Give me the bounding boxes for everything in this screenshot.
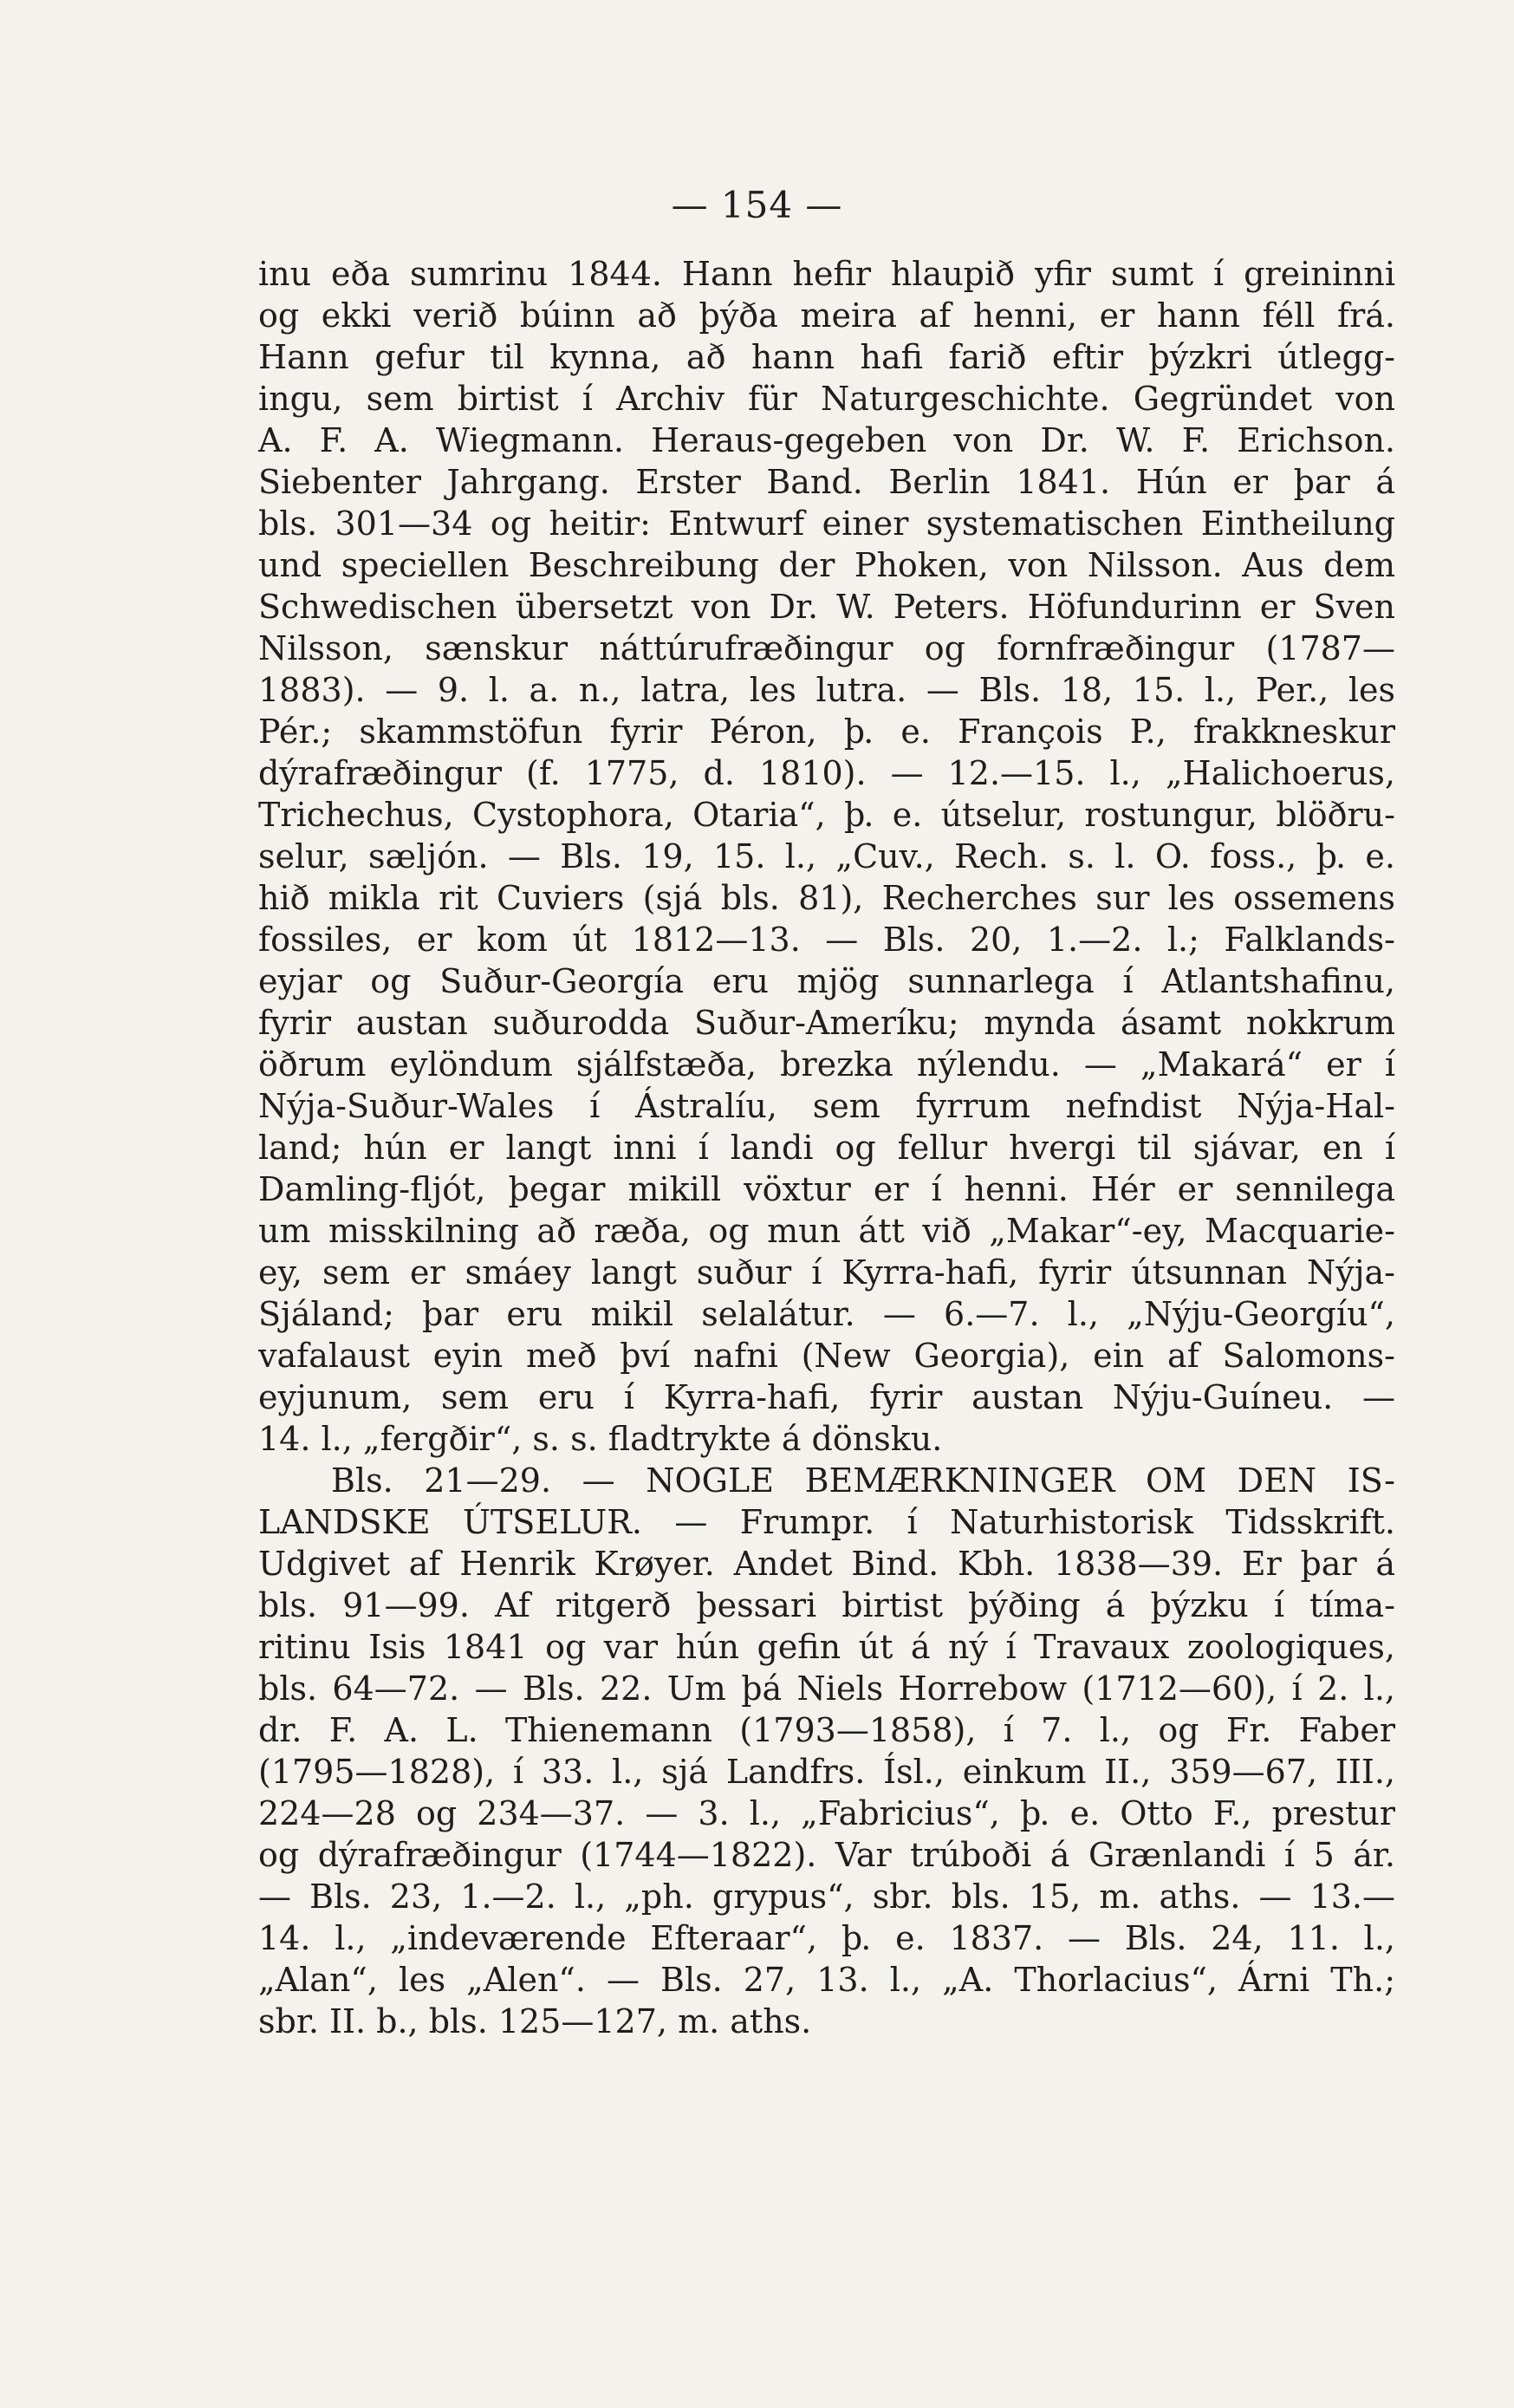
text-line: selur, sæljón. — Bls. 19, 15. l., „Cuv., Rech. s. l. O. foss., þ. e. [258,837,1395,875]
text-line: ingu, sem birtist í Archiv für Naturgeschichte. Gegründet von [258,380,1395,418]
text-line: LANDSKE ÚTSELUR. — Frumpr. í Naturhistorisk Tidsskrift. [258,1503,1395,1541]
text-line: öðrum eylöndum sjálfstæða, brezka nýlendu. — „Makará“ er í [258,1045,1395,1084]
text-line: Nýja-Suður-Wales í Ástralíu, sem fyrrum nefndist Nýja-Hal- [258,1087,1395,1125]
text-line: A. F. A. Wiegmann. Heraus-gegeben von Dr. W. F. Erichson. [258,421,1395,459]
body-text [258,253,1395,2042]
text-line: fyrir austan suðurodda Suður-Ameríku; mynda ásamt nokkrum [258,1004,1395,1042]
section-heading-line: Bls. 21—29. — NOGLE BEMÆRKNINGER OM DEN IS- [331,1461,1395,1500]
page-number: — 154 — [671,184,843,226]
text-line: land; hún er langt inni í landi og fellur hvergi til sjávar, en í [258,1129,1395,1167]
text-line: Pér.; skammstöfun fyrir Péron, þ. e. François P., frakkneskur [258,713,1395,751]
text-line: sbr. II. b., bls. 125—127, m. aths. [258,2002,812,2040]
text-line: Nilsson, sænskur náttúrufræðingur og fornfræðingur (1787— [258,629,1395,667]
text-line: og ekki verið búinn að þýða meira af henni, er hann féll frá. [258,296,1395,335]
text-line: Hann gefur til kynna, að hann hafi farið eftir þýzkri útlegg- [258,338,1395,376]
text-line: vafalaust eyin með því nafni (New Georgia), ein af Salomons- [258,1337,1395,1375]
text-line: og dýrafræðingur (1744—1822). Var trúboði á Grænlandi í 5 ár. [258,1836,1395,1874]
text-line: — Bls. 23, 1.—2. l., „ph. grypus“, sbr. bls. 15, m. aths. — 13.— [258,1878,1395,1916]
text-line: um misskilning að ræða, og mun átt við „Makar“-ey, Macquarie- [258,1212,1395,1250]
text-line: „Alan“, les „Alen“. — Bls. 27, 13. l., „A. Thorlacius“, Árni Th.; [258,1961,1395,1999]
text-line: Sjáland; þar eru mikil selalátur. — 6.—7. l., „Nýju-Georgíu“, [258,1295,1395,1333]
text-line: ey, sem er smáey langt suður í Kyrra-hafi, fyrir útsunnan Nýja- [258,1253,1395,1292]
text-line: 1883). — 9. l. a. n., latra, les lutra. — Bls. 18, 15. l., Per., les [258,671,1395,709]
text-line: dr. F. A. L. Thienemann (1793—1858), í 7. l., og Fr. Faber [258,1711,1395,1749]
text-line: Trichechus, Cystophora, Otaria“, þ. e. útselur, rostungur, blöðru- [258,796,1395,834]
text-line: 14. l., „indeværende Efteraar“, þ. e. 1837. — Bls. 24, 11. l., [258,1919,1395,1957]
text-line: Schwedischen übersetzt von Dr. W. Peters. Höfundurinn er Sven [258,588,1395,626]
text-line: hið mikla rit Cuviers (sjá bls. 81), Recherches sur les ossemens [258,879,1395,917]
text-line: Damling-fljót, þegar mikill vöxtur er í henni. Hér er sennilega [258,1170,1395,1208]
text-line: eyjar og Suður-Georgía eru mjög sunnarlega í Atlantshafinu, [258,962,1395,1000]
text-line: bls. 91—99. Af ritgerð þessari birtist þýðing á þýzku í tíma- [258,1586,1395,1624]
text-line: bls. 64—72. — Bls. 22. Um þá Niels Horrebow (1712—60), í 2. l., [258,1669,1395,1708]
text-line: 14. l., „fergðir“, s. s. fladtrykte á dönsku. [258,1420,943,1458]
text-line: Siebenter Jahrgang. Erster Band. Berlin 1841. Hún er þar á [258,463,1395,501]
text-line: inu eða sumrinu 1844. Hann hefir hlaupið yfir sumt í greininni [258,255,1395,293]
text-line: bls. 301—34 og heitir: Entwurf einer systematischen Eintheilung [258,504,1395,543]
text-line: und speciellen Beschreibung der Phoken, von Nilsson. Aus dem [258,546,1395,584]
text-line: (1795—1828), í 33. l., sjá Landfrs. Ísl., einkum II., 359—67, III., [258,1753,1395,1791]
text-line: fossiles, er kom út 1812—13. — Bls. 20, 1.—2. l.; Falklands- [258,921,1395,959]
text-line: dýrafræðingur (f. 1775, d. 1810). — 12.—15. l., „Halichoerus, [258,754,1395,792]
text-line: eyjunum, sem eru í Kyrra-hafi, fyrir austan Nýju-Guíneu. — [258,1378,1395,1416]
text-line: Udgivet af Henrik Krøyer. Andet Bind. Kbh. 1838—39. Er þar á [258,1545,1395,1583]
text-line: ritinu Isis 1841 og var hún gefin út á ný í Travaux zoologiques, [258,1628,1395,1666]
text-line: 224—28 og 234—37. — 3. l., „Fabricius“, þ. e. Otto F., prestur [258,1794,1395,1832]
